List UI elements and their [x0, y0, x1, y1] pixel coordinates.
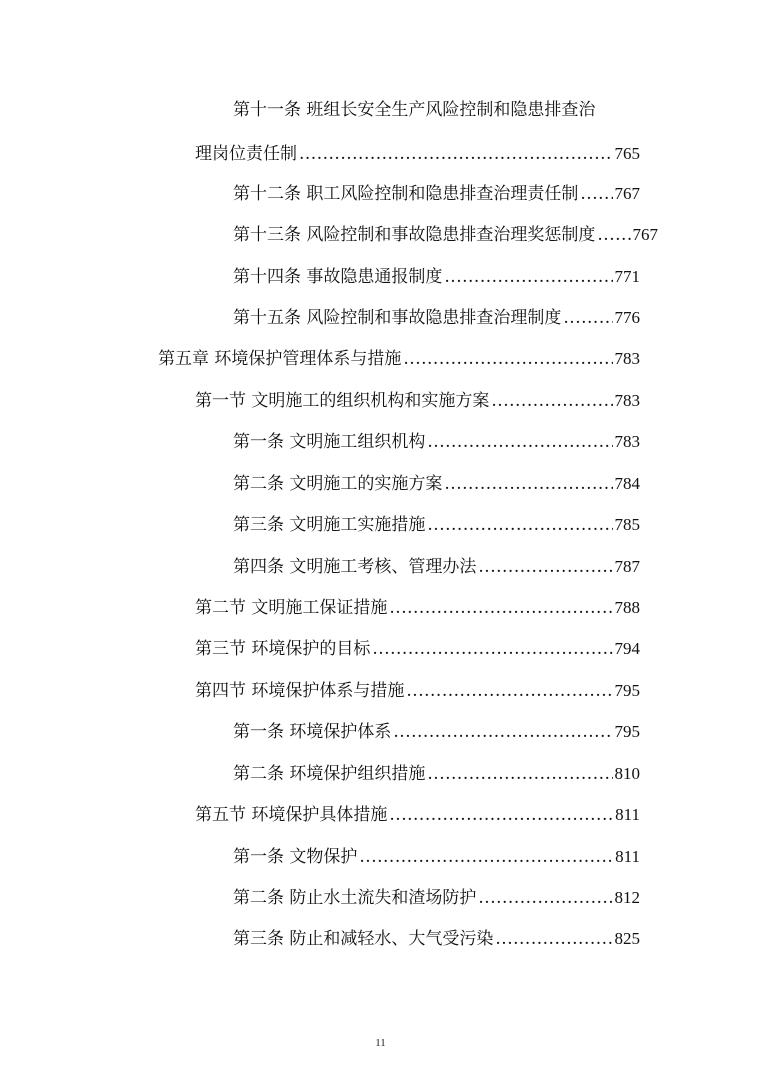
toc-leader-dots: [580, 183, 612, 205]
toc-entry-title: 第一条 文明施工组织机构: [233, 432, 426, 452]
toc-leader-dots: [359, 846, 613, 868]
toc-entry-title: 第四节 环境保护体系与措施: [195, 681, 405, 701]
toc-entry-title: 第五章 环境保护管理体系与措施: [158, 349, 402, 369]
toc-page-number: 787: [614, 557, 640, 576]
toc-entry-title: 第二条 防止水土流失和渣场防护: [233, 888, 477, 908]
toc-leader-dots: [491, 390, 612, 412]
toc-leader-dots: [372, 638, 612, 660]
toc-leader-dots: [389, 804, 613, 826]
toc-page-number: 771: [614, 267, 640, 286]
toc-section[interactable]: [195, 390, 640, 412]
toc-entry-title: 第一节 文明施工的组织机构和实施方案: [195, 391, 490, 411]
toc-page-number: 825: [614, 929, 640, 948]
toc-page-number: 784: [614, 474, 640, 493]
toc-entry-title: 第三节 环境保护的目标: [195, 639, 371, 659]
toc-entry[interactable]: [233, 473, 640, 495]
toc-entry-title: 第一条 环境保护体系: [233, 722, 392, 742]
toc-entry-title: 第十三条 风险控制和事故隐患排查治理奖惩制度: [233, 225, 596, 245]
toc-entry[interactable]: [233, 928, 640, 950]
toc-section[interactable]: [195, 804, 640, 826]
toc-leader-dots: [406, 680, 612, 702]
toc-entry-title: 第四条 文明施工考核、管理办法: [233, 557, 477, 577]
toc-page-number: 783: [614, 391, 640, 410]
toc-page-number: 783: [614, 432, 640, 451]
toc-entry-title: 第十二条 职工风险控制和隐患排查治理责任制: [233, 184, 579, 204]
toc-page-number: 795: [614, 722, 640, 741]
toc-page-number: 785: [614, 515, 640, 534]
toc-page-number: 767: [614, 184, 640, 203]
toc-page-number: 794: [614, 639, 640, 658]
toc-entry-title: 第一条 文物保护: [233, 847, 358, 867]
toc-entry[interactable]: [233, 183, 640, 205]
toc-section[interactable]: [195, 680, 640, 702]
toc-entry-title: 第三条 防止和减轻水、大气受污染: [233, 929, 494, 949]
toc-leader-dots: [597, 224, 630, 246]
toc-page-number: 811: [615, 847, 640, 866]
page-number: 11: [375, 1037, 386, 1049]
toc-page-number: 812: [614, 888, 640, 907]
toc-leader-dots: [495, 928, 612, 950]
toc-entry[interactable]: [233, 846, 640, 868]
toc-entry-title: 第十四条 事故隐患通报制度: [233, 267, 443, 287]
toc-entry[interactable]: [233, 431, 640, 453]
toc-section[interactable]: [195, 638, 640, 660]
toc-leader-dots: [478, 887, 612, 909]
toc-entry[interactable]: [233, 266, 640, 288]
toc-entry[interactable]: [233, 224, 658, 246]
toc-entry[interactable]: [233, 307, 640, 329]
toc-leader-dots: [393, 721, 612, 743]
toc-entry-title: 第三条 文明施工实施措施: [233, 515, 426, 535]
toc-entry-title: 第二条 环境保护组织措施: [233, 764, 426, 784]
toc-page-number: 783: [614, 349, 640, 368]
toc-entry[interactable]: [233, 514, 640, 536]
toc-leader-dots: [427, 514, 612, 536]
toc-page-number: 810: [614, 764, 640, 783]
toc-entry[interactable]: [233, 887, 640, 909]
toc-entry-11-line1[interactable]: 第十一条 班组长安全生产风险控制和隐患排查治: [233, 100, 596, 120]
toc-section[interactable]: [195, 597, 640, 619]
toc-leader-dots: [478, 556, 612, 578]
toc-entry[interactable]: [233, 763, 640, 785]
toc-page-number: 788: [614, 598, 640, 617]
toc-entry-title: 理岗位责任制: [195, 144, 297, 164]
toc-leader-dots: [563, 307, 612, 329]
toc-entry-title: 第二条 文明施工的实施方案: [233, 474, 443, 494]
toc-entry-title: 第二节 文明施工保证措施: [195, 598, 388, 618]
toc-chapter-5[interactable]: [158, 348, 640, 370]
toc-page-number: 765: [614, 144, 640, 163]
toc-entry-title: 第十五条 风险控制和事故隐患排查治理制度: [233, 308, 562, 328]
toc-entry-11-line2[interactable]: [195, 143, 640, 165]
toc-leader-dots: [299, 143, 613, 165]
toc-leader-dots: [444, 266, 612, 288]
toc-page-number: 811: [615, 805, 640, 824]
toc-entry-title: 第五节 环境保护具体措施: [195, 805, 388, 825]
toc-leader-dots: [444, 473, 612, 495]
toc-leader-dots: [403, 348, 612, 370]
toc-leader-dots: [427, 431, 612, 453]
toc-page-number: 767: [632, 225, 658, 244]
toc-page-number: 795: [614, 681, 640, 700]
toc-leader-dots: [427, 763, 612, 785]
toc-leader-dots: [389, 597, 612, 619]
toc-entry[interactable]: [233, 721, 640, 743]
toc-entry[interactable]: [233, 556, 640, 578]
toc-page-number: 776: [614, 308, 640, 327]
